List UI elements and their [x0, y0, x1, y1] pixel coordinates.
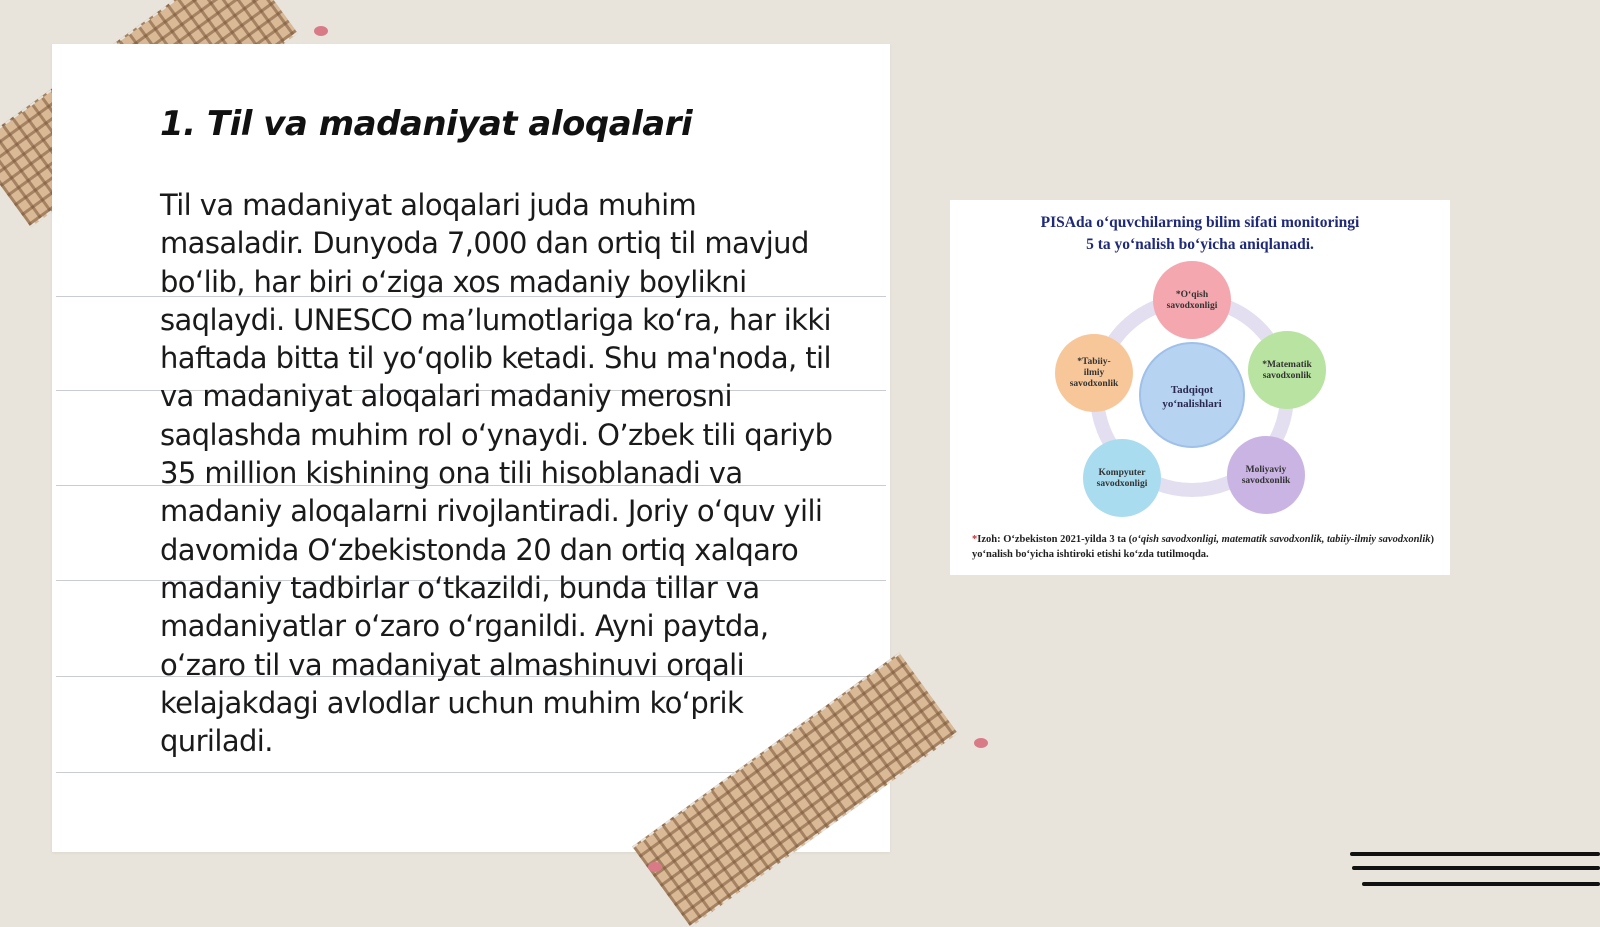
- node-computer-label: savodxonligi: [1096, 479, 1148, 489]
- tape-pin-left: [648, 862, 662, 872]
- note-star: *: [972, 534, 978, 545]
- node-reading-label: *O‘qish: [1175, 290, 1209, 300]
- note-label: Izoh: O‘zbekiston 2021-yilda 3 ta (: [977, 534, 1133, 545]
- figure-title: [950, 212, 1450, 256]
- figure-title-line2: 5 ta yo‘nalish bo‘yicha aniqlanadi.: [1086, 236, 1314, 253]
- slide-title: 1. Til va madaniyat aloqalari: [160, 104, 693, 144]
- node-science-label: *Tabiiy-: [1077, 357, 1111, 367]
- slide-body-text: Til va madaniyat aloqalari juda muhim masaladir. Dunyoda 7,000 dan ortiq til mavjud bo‘lib, har biri o‘ziga xos madaniy boylikni saqlaydi. UNESCO ma’lumotlariga ko‘ra, har ikki haftada bitta til yo‘qolib ketadi. Shu ma'noda, til va madaniyat aloqalari madaniy merosni saqlashda muhim rol o‘ynaydi. O’zbek tili qariyb 35 million kishining ona tili hisoblanadi va madaniy aloqalarni rivojlantiradi. Joriy o‘quv yili davomida O‘zbekistonda 20 dan ortiq xalqaro madaniy tadbirlar o‘tkazildi, bunda tillar va madaniyatlar o‘zaro o‘rganildi. Ayni paytda, o‘zaro til va madaniyat almashinuvi orqali kelajakdagi avlodlar uchun muhim ko‘prik quriladi.: [160, 188, 833, 759]
- node-math-label: savodxonlik: [1262, 371, 1312, 381]
- node-science-label: savodxonlik: [1069, 379, 1119, 389]
- node-computer: [1083, 439, 1161, 517]
- node-financial: [1227, 436, 1305, 514]
- decorative-line: [1352, 866, 1600, 870]
- center-label-line2: yo‘nalishlari: [1162, 398, 1222, 410]
- pisa-figure: [950, 200, 1450, 575]
- node-computer-label: Kompyuter: [1098, 468, 1146, 478]
- decorative-line: [1362, 882, 1600, 886]
- figure-title-line1: PISAda o‘quvchilarning bilim sifati monitoringi: [1040, 214, 1360, 231]
- pisa-diagram: [950, 200, 1450, 575]
- node-math-label: *Matematik: [1262, 360, 1312, 370]
- note-italic: o‘qish savodxonligi, matematik savodxonlik, tabiiy-ilmiy savodxonlik: [1132, 534, 1431, 545]
- node-financial-label: Moliyaviy: [1245, 465, 1287, 475]
- tape-pin-right: [974, 738, 988, 748]
- node-financial-label: savodxonlik: [1241, 476, 1291, 486]
- node-science-label: ilmiy: [1083, 368, 1105, 378]
- note-tail: ) yo‘nalish bo‘yicha ishtiroki etishi ko‘zda tutilmoqda.: [972, 534, 1435, 560]
- decorative-line: [1350, 852, 1600, 856]
- node-reading-label: savodxonligi: [1166, 301, 1218, 311]
- node-reading: [1153, 261, 1231, 339]
- node-math: [1248, 331, 1326, 409]
- tape-pin-top: [314, 26, 328, 36]
- center-label-line1: Tadqiqot: [1170, 384, 1214, 396]
- figure-note: [972, 532, 1442, 562]
